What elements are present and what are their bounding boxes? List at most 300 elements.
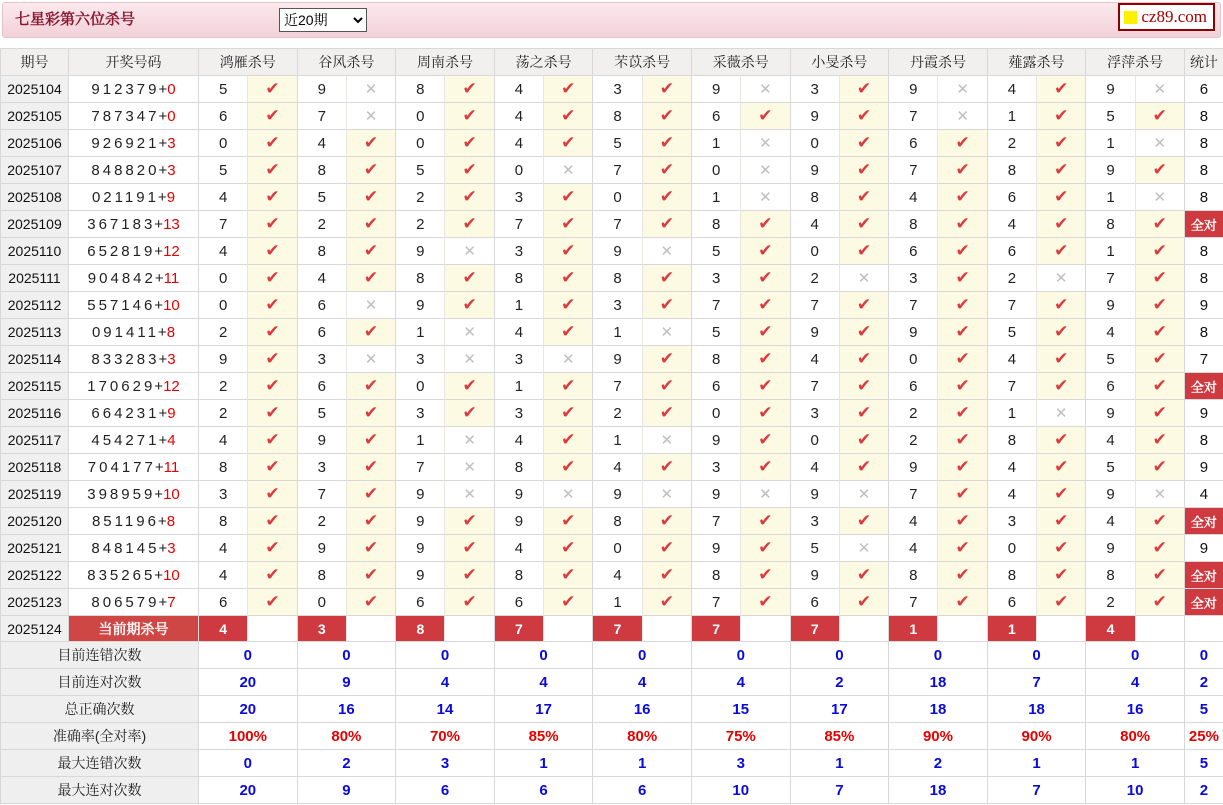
kill-number: 6 — [495, 589, 544, 616]
period-cell: 2025113 — [1, 319, 69, 346]
kill-number: 1 — [593, 319, 642, 346]
kill-mark-check-icon: ✔ — [1136, 292, 1185, 319]
kill-number: 3 — [791, 508, 840, 535]
kill-number: 2 — [199, 319, 248, 346]
kill-mark-check-icon: ✔ — [938, 535, 987, 562]
kill-mark-check-icon: ✔ — [1037, 319, 1086, 346]
summary-value: 17 — [495, 696, 594, 723]
period-cell: 2025121 — [1, 535, 69, 562]
kill-number: 6 — [298, 319, 347, 346]
summary-value: 16 — [298, 696, 397, 723]
kill-mark-cross-icon: ✕ — [643, 319, 692, 346]
kill-number: 8 — [889, 211, 938, 238]
summary-value: 1 — [791, 750, 890, 777]
table-row — [1, 750, 1223, 777]
stat-cell: 8 — [1185, 427, 1223, 454]
draw-cell: 833283 + 3 — [69, 346, 199, 373]
kill-mark-check-icon: ✔ — [643, 373, 692, 400]
draw-cell: 848145 + 3 — [69, 535, 199, 562]
kill-mark-check-icon: ✔ — [347, 454, 396, 481]
period-cell: 2025107 — [1, 157, 69, 184]
kill-number: 1 — [1086, 184, 1135, 211]
kill-mark-check-icon: ✔ — [741, 319, 790, 346]
kill-mark-check-icon: ✔ — [248, 157, 297, 184]
kill-mark-check-icon: ✔ — [840, 373, 889, 400]
kill-number: 1 — [495, 373, 544, 400]
kill-mark-check-icon: ✔ — [840, 454, 889, 481]
kill-mark-check-icon: ✔ — [347, 184, 396, 211]
kill-number: 9 — [1086, 157, 1135, 184]
draw-cell: 652819 + 12 — [69, 238, 199, 265]
kill-mark-check-icon: ✔ — [445, 184, 494, 211]
period-cell: 2025123 — [1, 589, 69, 616]
summary-value: 20 — [199, 777, 298, 804]
kill-mark-cross-icon: ✕ — [1136, 481, 1185, 508]
kill-mark-check-icon: ✔ — [248, 292, 297, 319]
kill-mark-check-icon: ✔ — [741, 454, 790, 481]
kill-mark-cross-icon: ✕ — [741, 130, 790, 157]
kill-number: 3 — [593, 292, 642, 319]
kill-mark-check-icon: ✔ — [248, 346, 297, 373]
kill-mark-check-icon: ✔ — [1037, 508, 1086, 535]
kill-number: 8 — [593, 508, 642, 535]
kill-number: 2 — [199, 400, 248, 427]
stat-cell: 9 — [1185, 400, 1223, 427]
kill-number: 4 — [889, 508, 938, 535]
kill-number: 9 — [593, 481, 642, 508]
kill-number: 5 — [298, 400, 347, 427]
kill-number: 8 — [692, 562, 741, 589]
summary-value: 85% — [495, 723, 594, 750]
kill-number: 4 — [199, 562, 248, 589]
kill-number: 9 — [298, 535, 347, 562]
kill-mark-check-icon: ✔ — [347, 238, 396, 265]
kill-mark-cross-icon: ✕ — [544, 157, 593, 184]
kill-number: 4 — [791, 346, 840, 373]
kill-number: 3 — [396, 346, 445, 373]
summary-value: 85% — [791, 723, 890, 750]
kill-mark-cross-icon: ✕ — [445, 319, 494, 346]
kill-mark-cross-icon: ✕ — [840, 265, 889, 292]
col-header-expert: 小旻杀号 — [791, 49, 890, 76]
kill-number: 9 — [791, 562, 840, 589]
kill-number: 3 — [298, 454, 347, 481]
kill-mark-check-icon: ✔ — [445, 76, 494, 103]
kill-mark-cross-icon: ✕ — [445, 427, 494, 454]
summary-value: 7 — [988, 777, 1087, 804]
kill-mark-check-icon: ✔ — [1136, 508, 1185, 535]
kill-number: 8 — [199, 508, 248, 535]
kill-mark-check-icon: ✔ — [544, 211, 593, 238]
kill-mark-check-icon: ✔ — [938, 130, 987, 157]
all-correct-badge: 全对 — [1185, 508, 1223, 535]
col-header-expert: 薤露杀号 — [988, 49, 1087, 76]
summary-label: 最大连对次数 — [1, 777, 199, 804]
kill-number: 5 — [199, 157, 248, 184]
kill-mark-cross-icon: ✕ — [643, 238, 692, 265]
kill-number: 9 — [791, 103, 840, 130]
kill-number: 7 — [692, 292, 741, 319]
summary-value: 90% — [988, 723, 1087, 750]
kill-mark-check-icon: ✔ — [347, 427, 396, 454]
kill-number: 1 — [988, 103, 1037, 130]
kill-number: 6 — [889, 130, 938, 157]
draw-cell: 851196 + 8 — [69, 508, 199, 535]
kill-mark-check-icon: ✔ — [1037, 454, 1086, 481]
kill-number: 9 — [1086, 481, 1135, 508]
kill-mark-cross-icon: ✕ — [1136, 184, 1185, 211]
kill-number: 0 — [988, 535, 1037, 562]
kill-number: 0 — [298, 589, 347, 616]
kill-number: 2 — [791, 265, 840, 292]
current-kill-number: 7 — [692, 616, 741, 642]
summary-value: 3 — [692, 750, 791, 777]
summary-value: 0 — [495, 642, 594, 669]
kill-number: 4 — [988, 346, 1037, 373]
draw-cell: 835265 + 10 — [69, 562, 199, 589]
stat-cell: 7 — [1185, 346, 1223, 373]
kill-number: 0 — [199, 292, 248, 319]
kill-number: 0 — [396, 130, 445, 157]
kill-number: 4 — [988, 211, 1037, 238]
current-kill-number: 3 — [298, 616, 347, 642]
kill-mark-check-icon: ✔ — [445, 211, 494, 238]
kill-mark-check-icon: ✔ — [248, 400, 297, 427]
kill-number: 8 — [495, 562, 544, 589]
kill-number: 8 — [889, 562, 938, 589]
kill-mark-cross-icon: ✕ — [1037, 265, 1086, 292]
kill-mark-check-icon: ✔ — [938, 589, 987, 616]
kill-number: 2 — [396, 211, 445, 238]
table-row — [1, 292, 1223, 319]
kill-number: 7 — [889, 157, 938, 184]
kill-number: 9 — [889, 454, 938, 481]
period-cell: 2025108 — [1, 184, 69, 211]
summary-value: 0 — [1086, 642, 1185, 669]
kill-number: 5 — [298, 184, 347, 211]
kill-mark-check-icon: ✔ — [840, 562, 889, 589]
kill-mark-check-icon: ✔ — [248, 76, 297, 103]
kill-number: 4 — [199, 238, 248, 265]
kill-number: 5 — [692, 238, 741, 265]
kill-mark-check-icon: ✔ — [1136, 157, 1185, 184]
kill-mark-check-icon: ✔ — [938, 265, 987, 292]
kill-mark-check-icon: ✔ — [248, 589, 297, 616]
kill-number: 1 — [692, 130, 741, 157]
kill-mark-check-icon: ✔ — [1136, 238, 1185, 265]
kill-mark-check-icon: ✔ — [248, 184, 297, 211]
kill-number: 3 — [791, 400, 840, 427]
kill-number: 9 — [396, 292, 445, 319]
kill-mark-check-icon: ✔ — [840, 346, 889, 373]
kill-number: 4 — [1086, 508, 1135, 535]
table-row — [1, 49, 1223, 76]
table-row — [1, 130, 1223, 157]
kill-mark-check-icon: ✔ — [741, 508, 790, 535]
summary-value: 0 — [298, 642, 397, 669]
kill-mark-check-icon: ✔ — [544, 184, 593, 211]
col-header-expert: 谷风杀号 — [298, 49, 397, 76]
kill-mark-check-icon: ✔ — [1037, 103, 1086, 130]
kill-number: 4 — [988, 454, 1037, 481]
top-bar — [2, 2, 1221, 38]
kill-number: 9 — [298, 427, 347, 454]
kill-mark-check-icon: ✔ — [248, 535, 297, 562]
kill-number: 6 — [791, 589, 840, 616]
kill-number: 8 — [593, 103, 642, 130]
kill-number: 5 — [692, 319, 741, 346]
draw-cell: 806579 + 7 — [69, 589, 199, 616]
col-header-expert: 鸿雁杀号 — [199, 49, 298, 76]
summary-value: 4 — [495, 669, 594, 696]
kill-number: 8 — [298, 562, 347, 589]
current-kill-number: 1 — [889, 616, 938, 642]
kill-mark-check-icon: ✔ — [544, 589, 593, 616]
kill-mark-empty — [741, 616, 790, 642]
table-row — [1, 642, 1223, 669]
kill-mark-check-icon: ✔ — [544, 292, 593, 319]
kill-mark-check-icon: ✔ — [1037, 184, 1086, 211]
current-kill-number: 1 — [988, 616, 1037, 642]
kill-mark-check-icon: ✔ — [248, 373, 297, 400]
kill-number: 3 — [298, 346, 347, 373]
kill-mark-check-icon: ✔ — [840, 211, 889, 238]
kill-number: 4 — [495, 535, 544, 562]
kill-mark-check-icon: ✔ — [347, 265, 396, 292]
summary-value: 3 — [396, 750, 495, 777]
kill-mark-check-icon: ✔ — [840, 508, 889, 535]
summary-value: 2 — [791, 669, 890, 696]
kill-mark-check-icon: ✔ — [741, 562, 790, 589]
table-row — [1, 669, 1223, 696]
kill-mark-check-icon: ✔ — [741, 211, 790, 238]
kill-number: 4 — [1086, 427, 1135, 454]
kill-mark-cross-icon: ✕ — [1136, 130, 1185, 157]
kill-number: 9 — [593, 346, 642, 373]
kill-mark-check-icon: ✔ — [643, 103, 692, 130]
kill-mark-check-icon: ✔ — [248, 238, 297, 265]
kill-number: 8 — [791, 184, 840, 211]
summary-value: 80% — [593, 723, 692, 750]
draw-cell: 904842 + 11 — [69, 265, 199, 292]
kill-number: 1 — [1086, 238, 1135, 265]
kill-number: 4 — [791, 454, 840, 481]
kill-mark-check-icon: ✔ — [1037, 292, 1086, 319]
kill-mark-check-icon: ✔ — [1136, 346, 1185, 373]
kill-number: 4 — [199, 535, 248, 562]
kill-number: 4 — [988, 481, 1037, 508]
summary-value: 7 — [791, 777, 890, 804]
kill-number: 9 — [199, 346, 248, 373]
summary-stat-value: 25% — [1185, 723, 1223, 750]
kill-number: 3 — [495, 400, 544, 427]
kill-mark-cross-icon: ✕ — [741, 76, 790, 103]
period-cell: 2025115 — [1, 373, 69, 400]
table-row — [1, 211, 1223, 238]
summary-value: 4 — [1086, 669, 1185, 696]
kill-number: 7 — [593, 211, 642, 238]
table-row — [1, 238, 1223, 265]
stat-cell — [1185, 616, 1223, 642]
kill-mark-check-icon: ✔ — [544, 319, 593, 346]
table-row — [1, 427, 1223, 454]
stat-cell: 4 — [1185, 481, 1223, 508]
kill-mark-check-icon: ✔ — [248, 103, 297, 130]
kill-number: 3 — [692, 454, 741, 481]
summary-stat-value: 0 — [1185, 642, 1223, 669]
kill-number: 1 — [396, 427, 445, 454]
kill-mark-check-icon: ✔ — [938, 346, 987, 373]
summary-value: 4 — [593, 669, 692, 696]
kill-number: 1 — [495, 292, 544, 319]
kill-mark-check-icon: ✔ — [1037, 589, 1086, 616]
stat-cell: 8 — [1185, 319, 1223, 346]
kill-mark-check-icon: ✔ — [840, 157, 889, 184]
kill-mark-cross-icon: ✕ — [544, 481, 593, 508]
summary-value: 7 — [988, 669, 1087, 696]
kill-mark-check-icon: ✔ — [643, 292, 692, 319]
table-row — [1, 562, 1223, 589]
col-header-period: 期号 — [1, 49, 69, 76]
draw-cell: 398959 + 10 — [69, 481, 199, 508]
kill-mark-check-icon: ✔ — [544, 373, 593, 400]
kill-number: 6 — [988, 238, 1037, 265]
kill-number: 2 — [988, 130, 1037, 157]
table-row — [1, 508, 1223, 535]
kill-number: 6 — [199, 589, 248, 616]
kill-mark-check-icon: ✔ — [741, 400, 790, 427]
kill-number: 7 — [396, 454, 445, 481]
kill-number: 3 — [988, 508, 1037, 535]
kill-number: 2 — [1086, 589, 1135, 616]
kill-mark-check-icon: ✔ — [445, 589, 494, 616]
kill-mark-check-icon: ✔ — [643, 400, 692, 427]
kill-mark-check-icon: ✔ — [741, 103, 790, 130]
kill-mark-check-icon: ✔ — [1037, 535, 1086, 562]
kill-mark-check-icon: ✔ — [1037, 211, 1086, 238]
kill-number: 2 — [988, 265, 1037, 292]
kill-number: 7 — [889, 292, 938, 319]
kill-number: 1 — [1086, 130, 1135, 157]
kill-mark-check-icon: ✔ — [643, 184, 692, 211]
summary-value: 1 — [495, 750, 594, 777]
current-kill-number: 8 — [396, 616, 445, 642]
col-header-expert: 丹霞杀号 — [889, 49, 988, 76]
kill-number: 7 — [889, 103, 938, 130]
kill-number: 5 — [1086, 103, 1135, 130]
kill-number: 3 — [889, 265, 938, 292]
kill-number: 7 — [791, 373, 840, 400]
kill-number: 0 — [396, 103, 445, 130]
kill-number: 4 — [199, 184, 248, 211]
logo-yellow-square-icon — [1124, 11, 1137, 24]
kill-number: 0 — [593, 184, 642, 211]
kill-number: 2 — [199, 373, 248, 400]
summary-value: 20 — [199, 669, 298, 696]
kill-mark-cross-icon: ✕ — [347, 103, 396, 130]
kill-number: 5 — [988, 319, 1037, 346]
kill-mark-check-icon: ✔ — [544, 562, 593, 589]
kill-number: 2 — [298, 211, 347, 238]
kill-number: 0 — [791, 130, 840, 157]
kill-number: 9 — [1086, 76, 1135, 103]
kill-mark-check-icon: ✔ — [1037, 346, 1086, 373]
range-select[interactable] — [279, 8, 367, 32]
kill-number: 8 — [988, 157, 1037, 184]
kill-mark-check-icon: ✔ — [938, 238, 987, 265]
kill-number: 7 — [988, 373, 1037, 400]
summary-value: 18 — [889, 696, 988, 723]
site-logo[interactable] — [1118, 3, 1215, 31]
kill-number: 9 — [1086, 400, 1135, 427]
kill-number: 8 — [988, 562, 1037, 589]
period-cell: 2025109 — [1, 211, 69, 238]
kill-number: 5 — [396, 157, 445, 184]
kill-number: 8 — [396, 265, 445, 292]
kill-mark-cross-icon: ✕ — [544, 346, 593, 373]
kill-mark-check-icon: ✔ — [643, 454, 692, 481]
period-cell: 2025124 — [1, 616, 69, 642]
summary-value: 6 — [495, 777, 594, 804]
table-row — [1, 157, 1223, 184]
kill-mark-empty — [1037, 616, 1086, 642]
table-row — [1, 589, 1223, 616]
kill-mark-check-icon: ✔ — [248, 454, 297, 481]
kill-mark-check-icon: ✔ — [544, 454, 593, 481]
period-cell: 2025119 — [1, 481, 69, 508]
kill-mark-check-icon: ✔ — [938, 508, 987, 535]
kill-mark-check-icon: ✔ — [445, 130, 494, 157]
current-kill-label: 当前期杀号 — [69, 616, 199, 642]
table-row — [1, 481, 1223, 508]
kill-number: 4 — [298, 130, 347, 157]
summary-value: 0 — [692, 642, 791, 669]
kill-mark-cross-icon: ✕ — [347, 346, 396, 373]
kill-mark-check-icon: ✔ — [347, 508, 396, 535]
kill-mark-check-icon: ✔ — [1136, 454, 1185, 481]
summary-value: 0 — [396, 642, 495, 669]
kill-number: 0 — [791, 427, 840, 454]
kill-number: 8 — [199, 454, 248, 481]
kill-number: 9 — [396, 535, 445, 562]
kill-number: 4 — [495, 103, 544, 130]
summary-stat-value: 2 — [1185, 777, 1223, 804]
kill-number: 9 — [692, 481, 741, 508]
kill-mark-check-icon: ✔ — [1037, 562, 1086, 589]
kill-mark-check-icon: ✔ — [840, 427, 889, 454]
kill-number: 2 — [298, 508, 347, 535]
kill-number: 9 — [889, 76, 938, 103]
kill-number: 8 — [692, 346, 741, 373]
table-row — [1, 696, 1223, 723]
kill-mark-check-icon: ✔ — [1037, 130, 1086, 157]
summary-value: 1 — [988, 750, 1087, 777]
summary-value: 1 — [1086, 750, 1185, 777]
kill-mark-cross-icon: ✕ — [938, 103, 987, 130]
kill-number: 8 — [298, 157, 347, 184]
kill-mark-check-icon: ✔ — [445, 265, 494, 292]
stat-cell: 8 — [1185, 184, 1223, 211]
kill-number: 7 — [692, 508, 741, 535]
kill-mark-cross-icon: ✕ — [643, 427, 692, 454]
kill-number: 4 — [495, 130, 544, 157]
kill-number: 6 — [396, 589, 445, 616]
summary-label: 准确率(全对率) — [1, 723, 199, 750]
kill-number: 4 — [791, 211, 840, 238]
kill-mark-check-icon: ✔ — [445, 103, 494, 130]
draw-cell: 367183 + 13 — [69, 211, 199, 238]
summary-stat-value: 2 — [1185, 669, 1223, 696]
